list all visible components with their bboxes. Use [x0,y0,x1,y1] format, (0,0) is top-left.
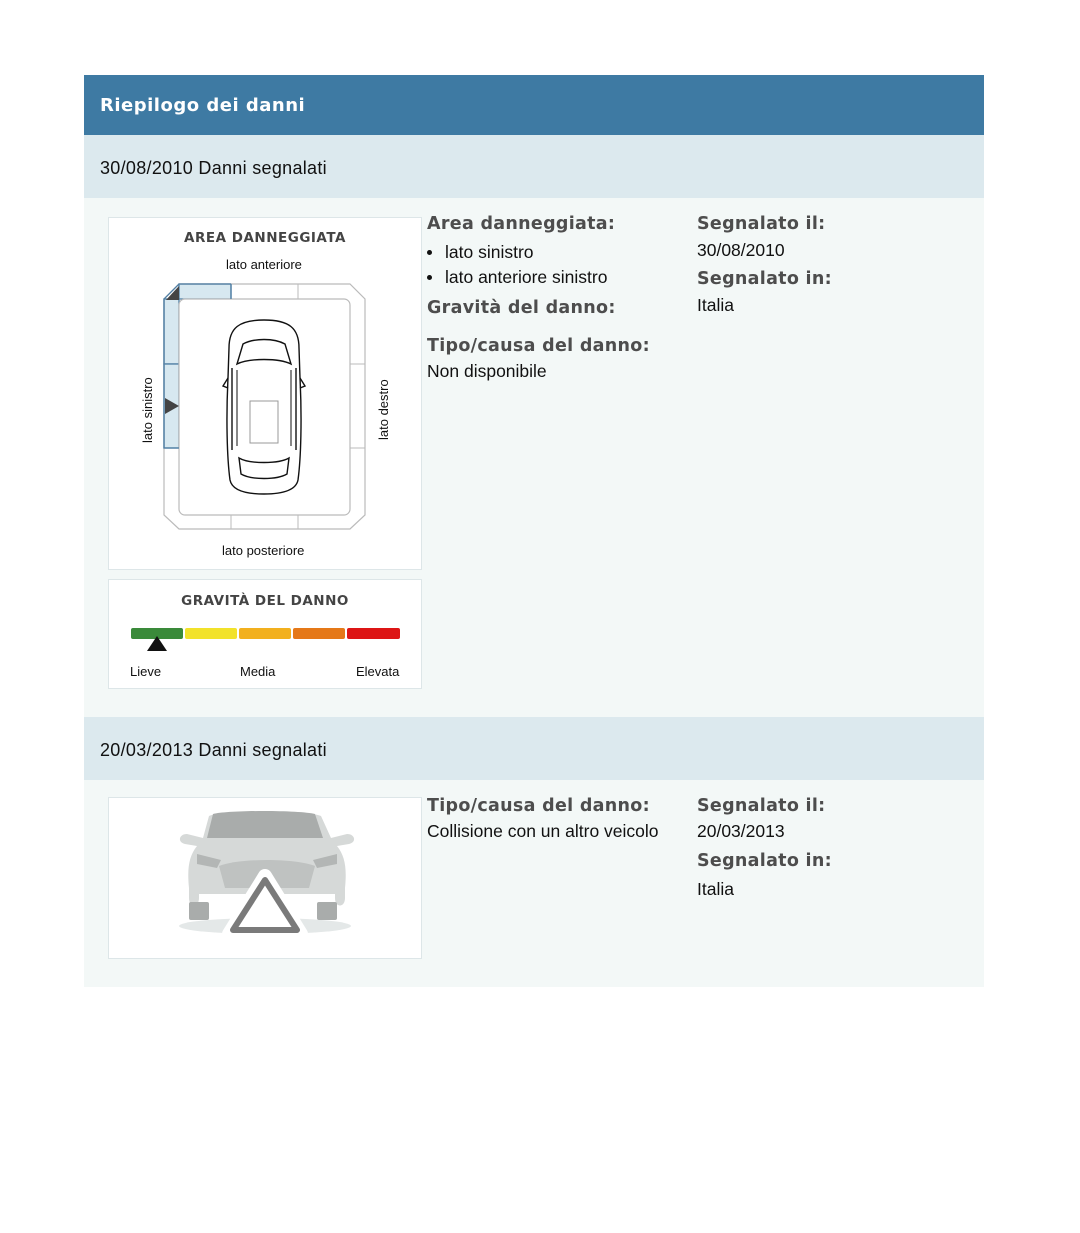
panel-title: Riepilogo dei danni [84,75,984,135]
report-info-column [697,214,957,316]
car-warning-icon [109,798,423,960]
list-item: lato anteriore sinistro [427,265,687,290]
zone-front-left [179,284,231,299]
record-body [84,198,984,717]
severity-segment-4 [293,628,345,639]
damage-details-column [427,796,697,842]
list-item: lato sinistro [427,240,687,265]
right-side-label: lato destro [376,379,391,440]
diagram-title: AREA DANNEGGIATA [184,230,346,246]
cause-label: Tipo/causa del danno: [427,796,650,816]
record-heading: 30/08/2010 Danni segnalati [84,135,984,198]
left-side-label: lato sinistro [140,377,155,443]
report-info-column [697,796,957,900]
reported-in-label: Segnalato in: [697,851,832,871]
reported-in-value: Italia [697,295,734,315]
severity-low-label: Lieve [130,664,162,679]
zone-left-front [164,299,179,364]
car-warning-image [108,797,422,959]
cause-label: Tipo/causa del danno: [427,336,650,356]
record-body [84,780,984,987]
record-heading: 20/03/2013 Danni segnalati [84,717,984,780]
damage-area-list [427,240,687,290]
severity-scale-card [108,579,422,689]
car-zone-map [109,218,423,571]
damage-area-label: Area danneggiata: [427,214,616,234]
rear-side-label: lato posteriore [222,543,305,558]
severity-segment-3 [239,628,291,639]
damage-details-column [427,214,687,382]
damage-area-diagram [108,217,422,570]
severity-high-label: Elevata [356,664,400,679]
damage-summary-panel [84,75,984,987]
reported-on-value: 30/08/2010 [697,240,785,260]
reported-on-value: 20/03/2013 [697,821,785,841]
reported-on-label: Segnalato il: [697,214,826,234]
severity-title: GRAVITÀ DEL DANNO [181,593,349,609]
reported-in-value: Italia [697,879,734,899]
cause-value: Collisione con un altro veicolo [427,821,659,841]
severity-segment-2 [185,628,237,639]
severity-label: Gravità del danno: [427,298,616,318]
severity-segment-5 [347,628,400,639]
reported-in-label: Segnalato in: [697,269,832,289]
cause-value: Non disponibile [427,361,547,381]
front-left-marker [166,286,179,300]
severity-medium-label: Media [240,664,276,679]
reported-on-label: Segnalato il: [697,796,826,816]
front-side-label: lato anteriore [226,257,302,272]
severity-pointer-icon [147,636,167,652]
